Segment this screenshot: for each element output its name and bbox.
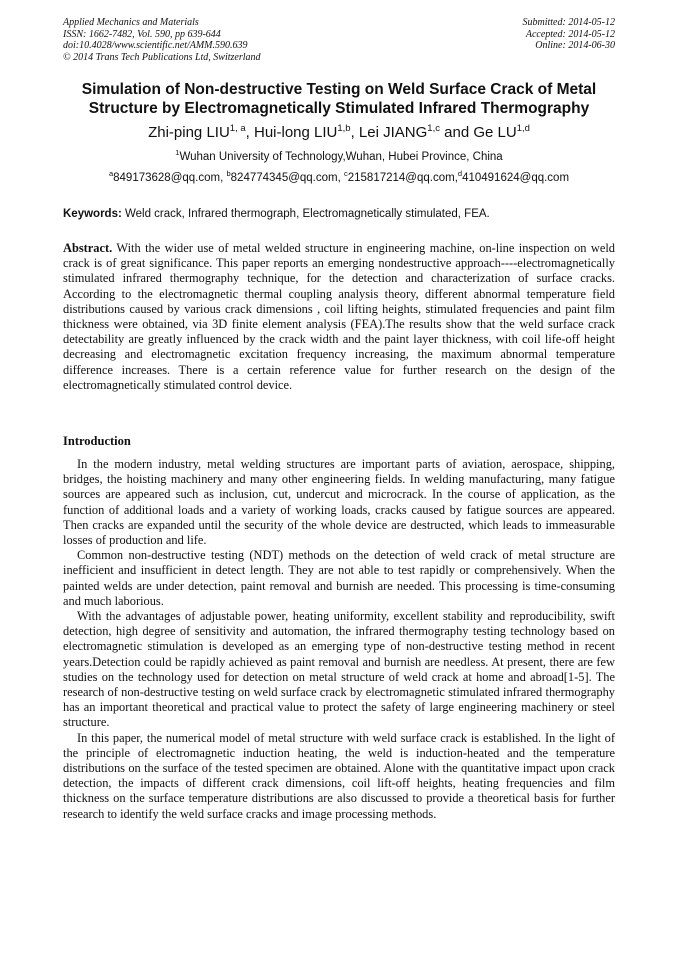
introduction-heading: Introduction [63,434,131,448]
author-separator: , [245,124,254,141]
online-date: Online: 2014-06-30 [535,40,615,52]
email-list [40,171,638,185]
email-mark: b [226,169,231,178]
author-list [40,124,638,142]
journal-doi: doi:10.4028/www.scientific.net/AMM.590.639 [63,40,248,52]
author-affiliation-mark: 1,d [516,123,530,134]
author-affiliation-mark: 1,c [427,123,440,134]
email-mark: c [344,169,348,178]
email-address: 410491624@qq.com [462,172,570,184]
paragraph: Common non-destructive testing (NDT) methods on the detection of weld crack of metal structure are inefficient and insufficient in detect length. They are not able to test rapidly or comprehensively. When the painted welds are under detection, paint removal and burnish are needed. This processing is time-consuming and much laborious. [63,548,615,608]
abstract-text: With the wider use of metal welded structure in engineering machine, on-line inspection on weld crack is of great significance. This paper reports an emerging nondestructive approach----electromagnetically stimulated infrared thermography technique, for the detection and characterization of surface cracks. According to the electromagnetic thermal coupling analysis theory, different abnormal temperature field distributions caused by various crack dimensions , coil lifting heights, stimulated frequencies and paint film thickness were obtained, via 3D finite element analysis (FEA).The results show that the weld surface crack detectability are greatly influenced by the crack width and the paint layer thickness, with coil life-off height decreasing and electromagnetic excitation frequency increasing, the maximum abnormal temperature difference increases. There is a certain reference value for further research on the design of the electromagnetically stimulated control device. [63,241,615,392]
keywords-text: Weld crack, Infrared thermograph, Electromagnetically stimulated, FEA. [121,208,490,220]
affiliation-mark: 1 [175,148,180,157]
author-separator: , [350,124,359,141]
abstract [63,241,615,393]
author-name: Zhi-ping LIU [148,124,230,141]
email-address: 215817214@qq.com [347,172,455,184]
abstract-label: Abstract. [63,241,113,255]
journal-copyright: © 2014 Trans Tech Publications Ltd, Switzerland [63,51,261,63]
journal-name: Applied Mechanics and Materials [63,17,199,28]
author-affiliation-mark: 1, a [229,123,246,134]
accepted-date: Accepted: 2014-05-12 [525,28,615,40]
email-mark: d [457,169,463,178]
paragraph: In this paper, the numerical model of metal structure with weld surface crack is established. In the light of the principle of electromagnetic induction heating, the weld is induction-heated and the temperature distributions on the surface of the tested specimen are obtained. Alone with the quantitative impact upon crack detection, the impacts of different crack dimensions, coil lift-off heights, heating frequencies and film thickness on the surface temperature distributions are also discussed to provide a theoretical basis for further research to identify the weld surface cracks and image processing methods. [63,730,615,821]
email-separator: , [220,172,227,184]
author-name: Hui-long LIU [253,124,338,141]
affiliation-text: Wuhan University of Technology,Wuhan, Hubei Province, China [179,151,503,163]
author-affiliation-mark: 1,b [337,123,351,134]
submitted-date: Submitted: 2014-05-12 [522,17,615,28]
email-mark: a [108,169,114,178]
paper-title: Simulation of Non-destructive Testing on Weld Surface Crack of Metal Structure by Electromagnetically Stimulated Infrared Thermography [81,81,597,117]
author-separator: and [439,124,474,141]
keywords [63,207,615,221]
paragraph: With the advantages of adjustable power, heating uniformity, excellent stability and reproducibility, swift detection, high degree of sensitivity and automation, the infrared thermography testing technology based on electromagnetic stimulation is developed as an emerging type of non-destructive testing method in recent years.Detection could be rapidly achieved as paint removal and burnish are needless. At present, there are few studies on the technology used for detection on metal structure of weld crack at home and abroad[1-5]. The research of non-destructive testing on weld surface crack by electromagnetic stimulated infrared thermography has an important theoretical and practical value to protect the safety of large engineering machinery or steel structure. [63,609,615,730]
author-name: Ge LU [473,124,517,141]
author-name: Lei JIANG [358,124,428,141]
email-separator: , [454,172,458,184]
affiliation [40,150,638,164]
email-address: 824774345@qq.com [230,172,338,184]
keywords-label: Keywords: [63,208,122,220]
paragraph: In the modern industry, metal welding structures are important parts of aviation, aerospace, shipping, bridges, the hoisting machinery and many other engineering fields. In welding manufacturing, many fatigue sources are appeared such as inclusion, cut, undercut and microcrack. In the course of application, as the function of additional loads and a variety of working loads, cracks caused by fatigue sources are appeared. Then cracks are expanded until the security of the whole device are destructed, which leads to immeasurable losses of production and life. [63,457,615,548]
journal-issn: ISSN: 1662-7482, Vol. 590, pp 639-644 [63,28,221,40]
introduction-body [63,457,615,822]
journal-dates [523,17,616,52]
email-address: 849173628@qq.com [113,172,221,184]
journal-info [63,17,261,63]
email-separator: , [337,172,344,184]
